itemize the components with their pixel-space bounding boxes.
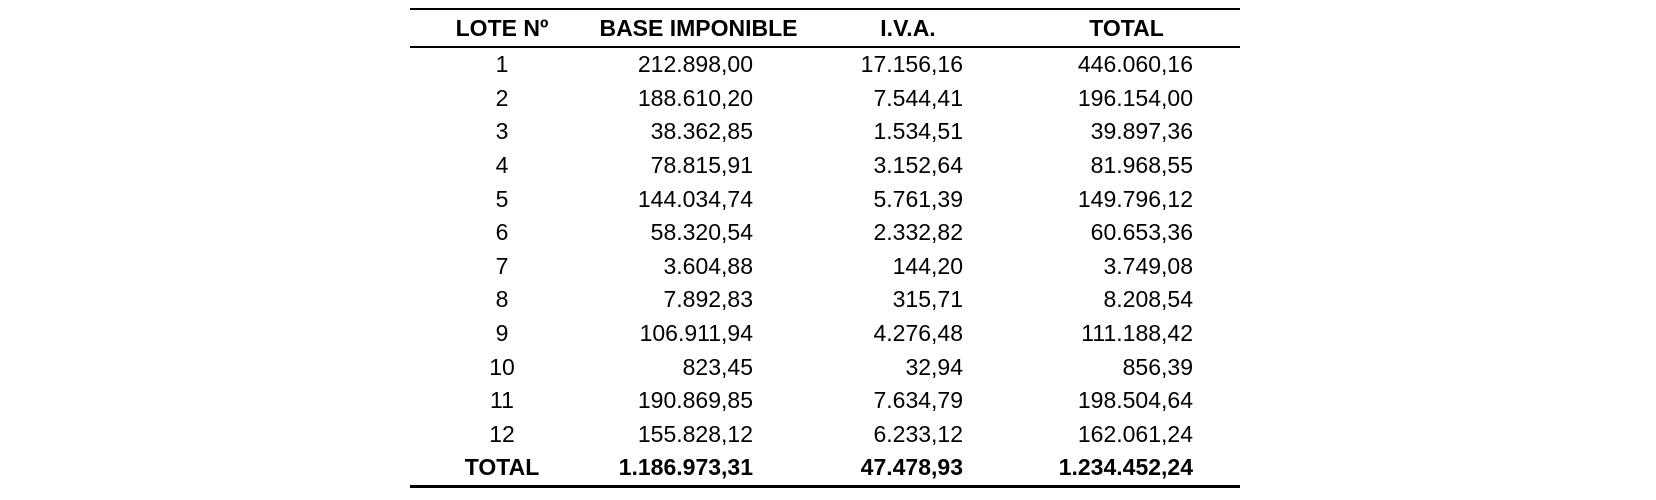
cell-iva: 2.332,82 [873,219,963,246]
totals-label: TOTAL [464,454,540,481]
cell-total: 149.796,12 [1077,185,1193,212]
cell-lote: 5 [495,185,509,212]
cell-total: 60.653,36 [1090,219,1193,246]
totals-base-imponible: 1.186.973,31 [618,454,753,481]
totals-row [410,451,1240,486]
table-row [410,47,1240,82]
cell-base-imponible: 190.869,85 [637,387,753,414]
table-row [410,350,1240,384]
table-row [410,82,1240,116]
cell-base-imponible: 188.610,20 [637,84,753,111]
table-row [410,216,1240,250]
cell-lote: 4 [495,152,509,179]
cell-lote: 6 [495,219,509,246]
cell-lote: 7 [495,252,509,279]
cell-iva: 3.152,64 [873,152,963,179]
cell-lote: 9 [495,320,509,347]
cell-total: 198.504,64 [1077,387,1193,414]
cell-lote: 12 [489,420,515,447]
cell-total: 3.749,08 [1103,252,1193,279]
cell-base-imponible: 106.911,94 [639,320,753,347]
cell-lote: 1 [495,51,509,78]
cell-base-imponible: 823,45 [682,353,753,380]
table-body [410,47,1240,486]
table-row [410,384,1240,418]
cell-base-imponible: 58.320,54 [650,219,753,246]
table-row [410,149,1240,183]
cell-lote: 10 [489,353,515,380]
cell-iva: 144,20 [892,252,963,279]
cell-total: 196.154,00 [1077,84,1193,111]
cell-iva: 5.761,39 [873,185,963,212]
header-iva: I.V.A. [880,14,936,41]
cell-iva: 1.534,51 [873,118,963,145]
cell-base-imponible: 212.898,00 [637,51,753,78]
cell-iva: 315,71 [892,286,963,313]
cell-base-imponible: 7.892,83 [663,286,753,313]
cell-iva: 6.233,12 [873,420,963,447]
cell-iva: 4.276,48 [873,320,963,347]
cell-base-imponible: 78.815,91 [650,152,753,179]
cell-base-imponible: 38.362,85 [650,118,753,145]
table-row [410,115,1240,149]
table-row [410,418,1240,452]
cell-total: 446.060,16 [1077,51,1193,78]
cell-lote: 2 [495,84,509,111]
cell-total: 856,39 [1122,353,1193,380]
cell-lote: 8 [495,286,509,313]
table-row [410,250,1240,284]
table-header [410,9,1240,47]
table-row [410,182,1240,216]
cell-base-imponible: 155.828,12 [637,420,753,447]
cell-iva: 7.544,41 [873,84,963,111]
cell-total: 8.208,54 [1103,286,1193,313]
cell-iva: 32,94 [905,353,963,380]
cell-total: 111.188,42 [1081,320,1193,347]
totals-total: 1.234.452,24 [1058,454,1193,481]
cell-lote: 11 [490,387,514,414]
cell-iva: 17.156,16 [860,51,963,78]
lots-table [410,8,1240,488]
cell-total: 162.061,24 [1077,420,1193,447]
cell-iva: 7.634,79 [873,387,963,414]
table-row [410,317,1240,351]
header-base-imponible: BASE IMPONIBLE [599,14,798,41]
totals-iva: 47.478,93 [860,454,963,481]
cell-total: 81.968,55 [1090,152,1193,179]
table-row [410,283,1240,317]
header-total: TOTAL [1089,14,1164,41]
cell-lote: 3 [495,118,509,145]
header-row [410,9,1240,47]
cell-total: 39.897,36 [1090,118,1193,145]
cell-base-imponible: 3.604,88 [663,252,753,279]
header-lote: LOTE Nº [455,14,549,41]
lots-table-container [410,8,1240,488]
cell-base-imponible: 144.034,74 [637,185,753,212]
